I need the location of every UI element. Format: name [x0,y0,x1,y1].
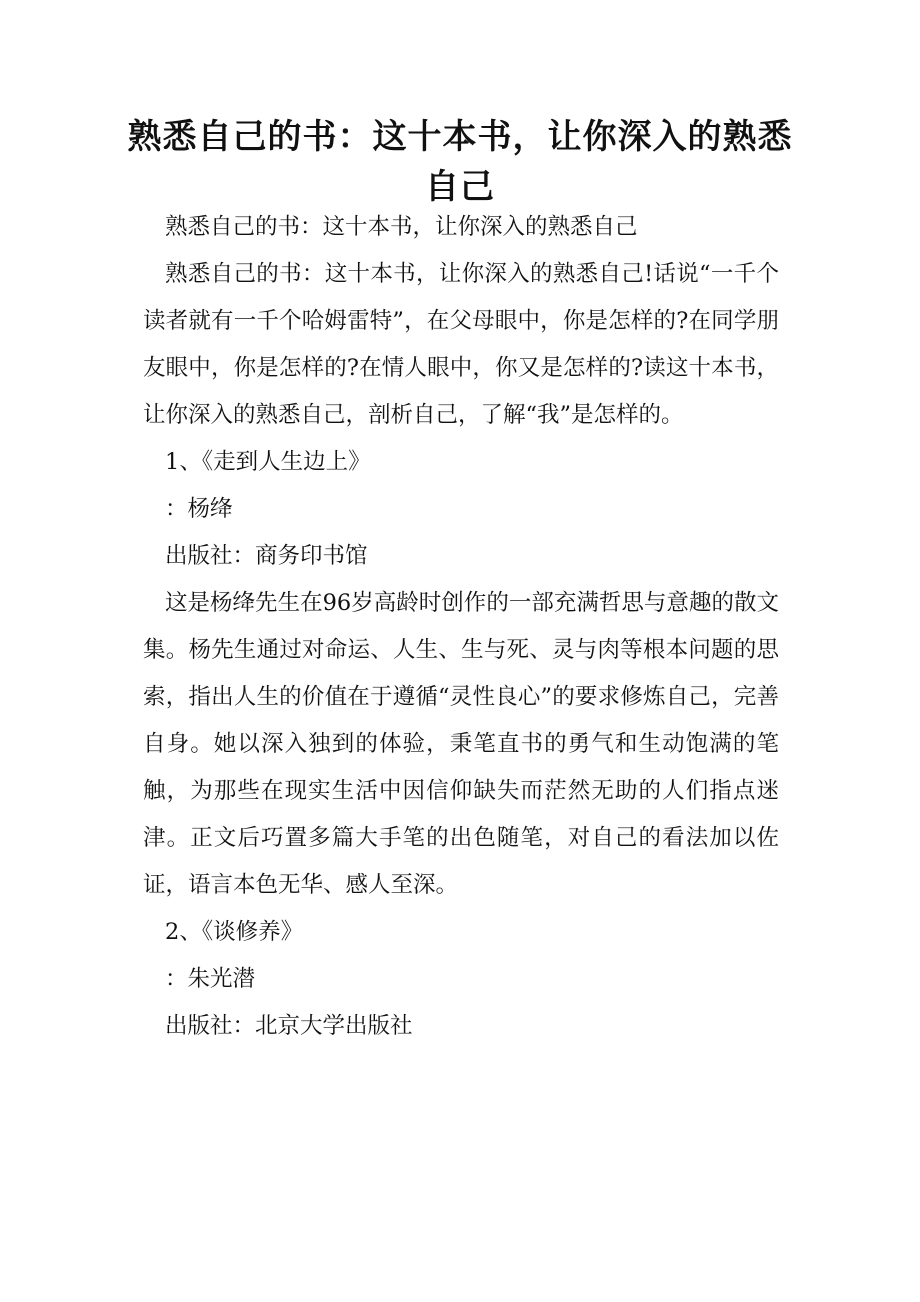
book-2-publisher: 出版社：北京大学出版社 [165,1013,413,1039]
book-1-title: 1、《走到人生边上》 [165,449,371,475]
book-2-title: 2、《谈修养》 [165,919,304,945]
intro-subtitle-paragraph: 熟悉自己的书：这十本书，让你深入的熟悉自己 [165,214,638,240]
book-1-publisher: 出版社：商务印书馆 [165,543,368,569]
book-1-description: 这是杨绛先生在96岁高龄时创作的一部充满哲思与意趣的散文集。杨先生通过对命运、人生、生与死、灵与肉等根本问题的思索，指出人生的价值在于遵循“灵性良心”的要求修炼自己，完善自身。她以深入独到的体验，秉笔直书的勇气和生动饱满的笔触，为那些在现实生活中因信仰缺失而茫然无助的人们指点迷津。正文后巧置多篇大手笔的出色随笔，对自己的看法加以佐证，语言本色无华、感人至深。 [143,590,779,898]
book-1-author: ：杨绛 [165,496,233,522]
book-2-author: ：朱光潜 [165,966,256,992]
page-title: 熟悉自己的书：这十本书，让你深入的熟悉自己 [127,117,793,207]
intro-paragraph: 熟悉自己的书：这十本书，让你深入的熟悉自己!话说“一千个读者就有一千个哈姆雷特”，在父母眼中，你是怎样的?在同学朋友眼中，你是怎样的?在情人眼中，你又是怎样的?读这十本书，让你深入的熟悉自己，剖析自己，了解“我”是怎样的。 [143,261,779,428]
document-body [143,204,779,1050]
